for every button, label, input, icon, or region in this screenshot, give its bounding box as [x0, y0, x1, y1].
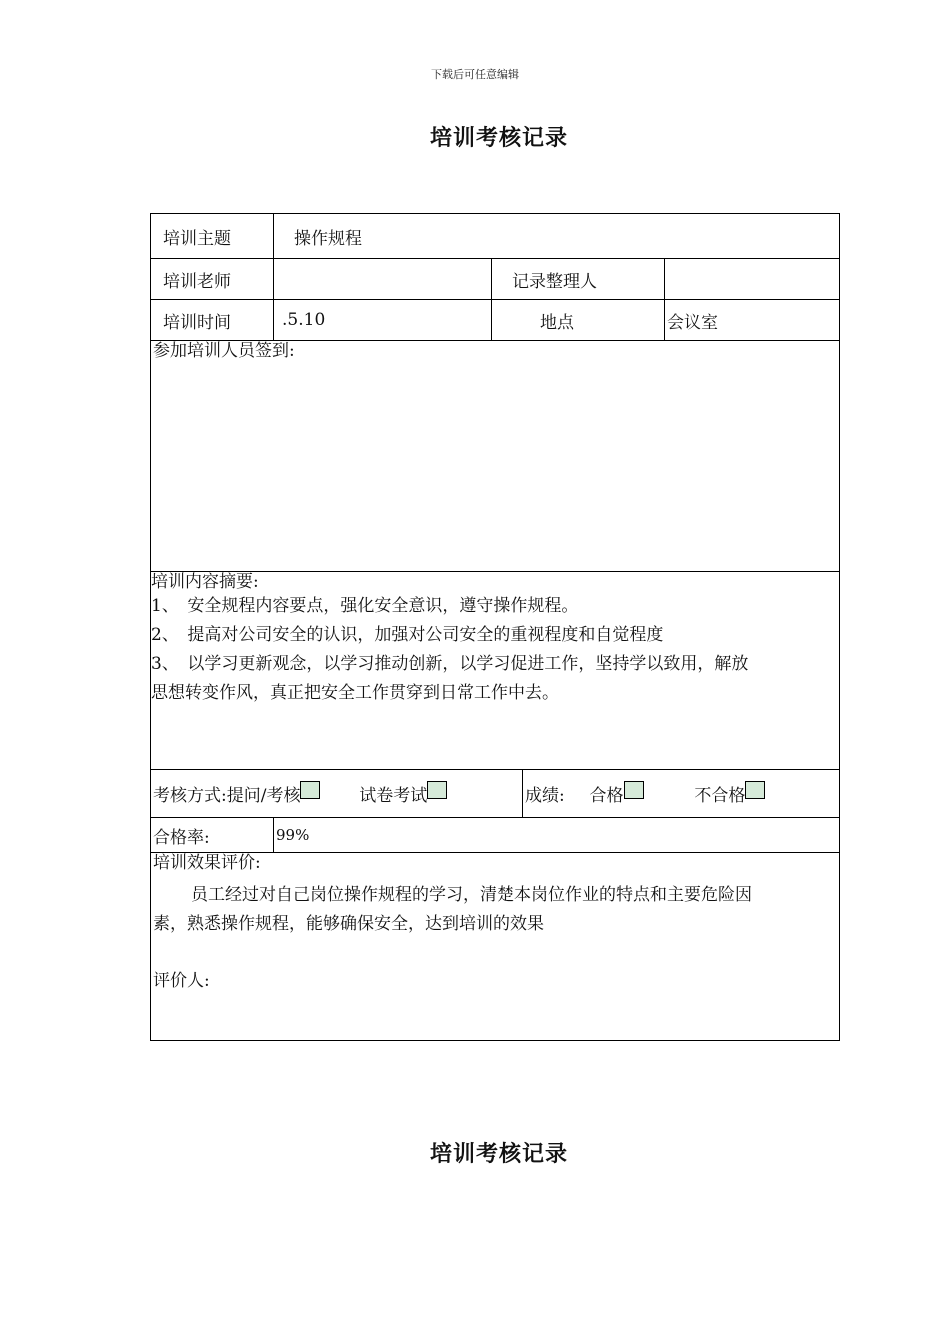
fail-checkbox[interactable] [745, 781, 765, 799]
header-note: 下载后可任意编辑 [431, 68, 519, 81]
evaluation-label: 培训效果评价: [153, 853, 261, 873]
recorder-value[interactable] [665, 259, 840, 300]
pass-rate-value[interactable]: 99% [274, 818, 840, 853]
evaluation-section [151, 853, 840, 1041]
place-label: 地点 [492, 300, 665, 341]
training-record-table [150, 213, 840, 1041]
pass-label: 合格 [589, 786, 624, 806]
recorder-label: 记录整理人 [492, 259, 665, 300]
evaluator-label: 评价人: [153, 971, 210, 991]
evaluation-line: 员工经过对自己岗位操作规程的学习，清楚本岗位作业的特点和主要危险因 [191, 885, 752, 905]
exam-label: 试卷考试 [359, 786, 428, 806]
score-label: 成绩: [525, 786, 565, 806]
pass-rate-label: 合格率: [151, 818, 274, 853]
place-value[interactable]: 会议室 [665, 300, 840, 341]
topic-label: 培训主题 [151, 214, 274, 259]
summary-item: 思想转变作风，真正把安全工作贯穿到日常工作中去。 [151, 683, 559, 703]
method-cell [151, 770, 523, 818]
time-label: 培训时间 [151, 300, 274, 341]
fail-label: 不合格 [694, 786, 746, 806]
method-checkbox[interactable] [300, 781, 320, 799]
page-title-repeat: 培训考核记录 [429, 1142, 568, 1167]
teacher-value[interactable] [274, 259, 492, 300]
method-label: 考核方式:提问/考核 [153, 786, 301, 806]
exam-checkbox[interactable] [427, 781, 447, 799]
summary-item: 3、 以学习更新观念，以学习推动创新，以学习促进工作，坚持学以致用，解放 [151, 654, 749, 674]
signin-area[interactable] [151, 341, 840, 572]
teacher-label: 培训老师 [151, 259, 274, 300]
pass-checkbox[interactable] [624, 781, 644, 799]
topic-value[interactable]: 操作规程 [274, 214, 840, 259]
summary-label: 培训内容摘要: [151, 572, 259, 592]
evaluation-line: 素，熟悉操作规程，能够确保安全，达到培训的效果 [153, 914, 544, 934]
time-value[interactable]: .5.10 [274, 300, 492, 341]
summary-item: 1、 安全规程内容要点，强化安全意识，遵守操作规程。 [151, 596, 579, 616]
signin-label: 参加培训人员签到: [153, 341, 295, 361]
summary-item: 2、 提高对公司安全的认识，加强对公司安全的重视程度和自觉程度 [151, 625, 664, 645]
summary-section [151, 572, 840, 770]
page-title: 培训考核记录 [429, 126, 568, 151]
score-cell [523, 770, 840, 818]
